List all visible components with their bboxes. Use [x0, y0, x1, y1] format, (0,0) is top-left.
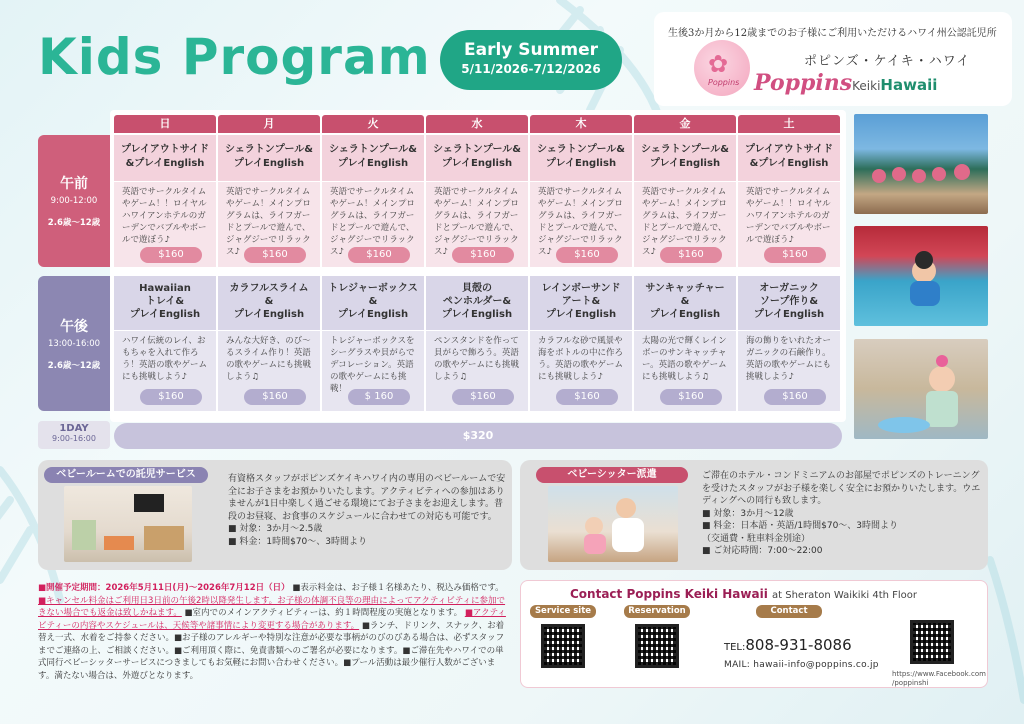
babysitter-tag: ベビーシッター派遣: [536, 467, 688, 483]
morning-time: 9:00-12:00: [50, 196, 98, 206]
facebook-url-line1: https://www.Facebook.com: [892, 670, 986, 678]
activity-description: ハワイ伝統のレイ、おもちゃを入れて作ろう！英語の歌やゲームにも挑戦しよう♪: [122, 336, 208, 382]
logo-wordmark: [754, 70, 937, 96]
babysitter-target: ■ 対象：3か月〜12歳: [702, 508, 794, 519]
activity-price: $160: [764, 247, 826, 263]
facebook-link[interactable]: [892, 670, 986, 688]
page-title: Kids Program: [38, 28, 431, 86]
activity-title: プレイアウトサイド &プレイEnglish: [738, 135, 840, 182]
morning-label-panel: [38, 135, 110, 267]
afternoon-time: 13:00-16:00: [47, 339, 101, 349]
reservation-button[interactable]: Reservation: [624, 605, 690, 618]
day-header: 土: [738, 115, 840, 133]
activity-title: オーガニック ソープ作り& プレイEnglish: [738, 276, 840, 331]
activity-title: シェラトンプール& プレイEnglish: [322, 135, 424, 182]
activity-description: カラフルな砂で風景や海をボトルの中に作ろう。英語の歌やゲームにも挑戦しよう♪: [538, 336, 624, 382]
logo-panel: [654, 12, 1012, 106]
tel-label: TEL:: [724, 642, 746, 653]
day-header: 水: [426, 115, 528, 133]
morning-cell: [738, 135, 840, 267]
afternoon-label: 午後: [60, 319, 88, 335]
afternoon-cell: [738, 276, 840, 411]
day-header: 金: [634, 115, 736, 133]
facebook-qr-icon[interactable]: [910, 620, 954, 664]
oneday-time: 9:00-16:00: [52, 434, 96, 443]
activity-price: $160: [556, 389, 618, 405]
activity-price: $160: [764, 389, 826, 405]
activity-price: $160: [244, 389, 306, 405]
photo-kids-pool-group: [854, 114, 988, 214]
activity-price: $160: [348, 247, 410, 263]
season-dates: 5/11/2026-7/12/2026: [461, 62, 601, 76]
child-crafts-illustration: [854, 339, 988, 439]
notes-price-info: ■表示料金は、お子様１名様あたり、税込み価格です。: [292, 583, 504, 593]
notes-period: ■開催予定期間：2026年5月11日(月)〜2026年7月12日（日）: [38, 583, 290, 593]
activity-title: 貝殻の ペンホルダー& プレイEnglish: [426, 276, 528, 331]
morning-cell: [426, 135, 528, 267]
oneday-title: 1DAY: [59, 423, 89, 434]
activity-price: $160: [452, 247, 514, 263]
activity-price: $160: [140, 247, 202, 263]
contact-location: at Sheraton Waikiki 4th Floor: [772, 590, 918, 601]
activity-title: プレイアウトサイド &プレイEnglish: [114, 135, 216, 182]
activity-price: $160: [140, 389, 202, 405]
activity-price: $160: [556, 247, 618, 263]
activity-description: 海の飾りをいれたオーガニックの石鹸作り。英語の歌やゲームにも挑戦しよう♪: [746, 336, 832, 382]
notes-schedule-change: ■アクティビティーの内容やスケジュールは、天候等や諸事情により変更する場合があります。: [38, 608, 506, 631]
notes-activity-length: ■室内でのメインアクティビティーは、約１時間程度の実施となります。: [184, 608, 463, 618]
activity-price: $160: [660, 247, 722, 263]
oneday-label: [38, 421, 110, 449]
afternoon-cell: [114, 276, 216, 411]
activity-title: レインボーサンド アート& プレイEnglish: [530, 276, 632, 331]
day-header: 月: [218, 115, 320, 133]
babyroom-target: ■ 対象：3か月〜2.5歳: [228, 524, 323, 534]
babysitter-fee-note: （交通費・駐車料金別途）: [702, 533, 811, 544]
day-header: 日: [114, 115, 216, 133]
activity-description: 英語でサークルタイムやゲーム！！ロイヤルハワイアンホテルのガーデンでバブルやボールで遊ぼう♪: [122, 187, 207, 245]
babysitter-photo: [548, 486, 678, 562]
reservation-qr-icon[interactable]: [635, 624, 679, 668]
activity-title: カラフルスライム & プレイEnglish: [218, 276, 320, 331]
kids-group-illustration: [854, 114, 988, 214]
activity-description: 英語でサークルタイムやゲーム！メインプログラムは、ライフガードとプールで遊んで、ジャグジーでリラックス♪: [538, 187, 623, 257]
afternoon-cell: [322, 276, 424, 411]
photo-child-pool: [854, 226, 988, 326]
afternoon-cell: [426, 276, 528, 411]
contact-tel: [724, 636, 852, 654]
afternoon-label-panel: [38, 276, 110, 411]
activity-description: みんな大好き、のび〜るスライム作り！英語の歌やゲームにも挑戦しよう♫: [226, 336, 312, 382]
morning-cell: [322, 135, 424, 267]
logo-tagline: 生後3か月から12歳までのお子様にご利用いただけるハワイ州公認託児所: [668, 28, 997, 39]
tel-number: 808-931-8086: [745, 636, 852, 654]
afternoon-cell: [218, 276, 320, 411]
babyroom-illustration: [64, 486, 192, 562]
child-swimming-illustration: [854, 226, 988, 326]
logo-brand-keiki: Keiki: [852, 79, 881, 93]
babysitter-fee: ■ 料金：日本語・英語/1時間$70〜、3時間より: [702, 521, 899, 531]
activity-description: 太陽の光で輝くレインボーのサンキャッチャー。英語の歌やゲームにも挑戦しよう♫: [642, 336, 727, 382]
babyroom-desc: 有資格スタッフがポピンズケイキハワイ内の専用のベビールームで安全にお子さまをお預かりいたします。アクティビティへの参加はありませんが1日中楽しく過ごせる環境にてお子さまをお迎えします。普段のお昼寝、お食事のスケジュールに合わせての対応も可能です。: [228, 474, 506, 522]
activity-title: シェラトンプール& プレイEnglish: [530, 135, 632, 182]
season-badge: [440, 30, 622, 90]
morning-cell: [218, 135, 320, 267]
day-header: 木: [530, 115, 632, 133]
morning-label: 午前: [60, 176, 88, 192]
contact-mail: MAIL: hawaii-info@poppins.co.jp: [724, 660, 879, 670]
babysitter-desc: ご滞在のホテル・コンドミニアムのお部屋でポピンズのトレーニングを受けたスタッフがお子様を楽しく安全にお預かりいたします。ウエディングへの同行も致します。: [702, 471, 981, 506]
activity-price: $160: [660, 389, 722, 405]
activity-title: トレジャーボックス & プレイEnglish: [322, 276, 424, 331]
day-header: 火: [322, 115, 424, 133]
activity-title: シェラトンプール& プレイEnglish: [218, 135, 320, 182]
activity-description: 英語でサークルタイムやゲーム！メインプログラムは、ライフガードとプールで遊んで、ジャグジーでリラックス♪: [226, 187, 311, 257]
activity-description: ペンスタンドを作って貝がらで飾ろう。英語の歌やゲームにも挑戦しよう♫: [434, 336, 520, 382]
activity-description: 英語でサークルタイムやゲーム！！ロイヤルハワイアンホテルのガーデンでバブルやボールで遊ぼう♪: [746, 187, 831, 245]
contact-button[interactable]: Contact: [756, 605, 822, 618]
afternoon-age: 2.6歳〜12歳: [47, 361, 101, 371]
babyroom-fee: ■ 料金：1時間$70〜、3時間より: [228, 536, 367, 547]
contact-title-text: Contact Poppins Keiki Hawaii: [570, 587, 768, 601]
activity-description: 英語でサークルタイムやゲーム！メインプログラムは、ライフガードとプールで遊んで、ジャグジーでリラックス♪: [330, 187, 415, 257]
logo-brand-hawaii: Hawaii: [880, 76, 938, 94]
morning-age: 2.6歳〜12歳: [47, 218, 101, 228]
activity-description: トレジャーボックスをシーグラスや貝がらでデコレーション。英語の歌やゲームにも挑戦！: [330, 336, 415, 394]
activity-title: サンキャッチャー & プレイEnglish: [634, 276, 736, 331]
babyroom-text: [228, 473, 506, 548]
logo-kana: ポピンズ・ケイキ・ハワイ: [804, 54, 971, 69]
logo-circle-text: Poppins: [708, 78, 740, 87]
activity-title: シェラトンプール& プレイEnglish: [426, 135, 528, 182]
activity-price: $160: [244, 247, 306, 263]
activity-title: シェラトンプール& プレイEnglish: [634, 135, 736, 182]
activity-price: $ 160: [348, 389, 410, 405]
babyroom-tag: ベビールームでの託児サービス: [44, 467, 208, 483]
morning-cell: [114, 135, 216, 267]
babysitter-text: [702, 470, 982, 558]
babyroom-photo: [64, 486, 192, 562]
activity-price: $160: [452, 389, 514, 405]
babysitter-hours: ■ ご対応時間：7:00〜22:00: [702, 546, 823, 556]
contact-title: [570, 587, 917, 601]
facebook-url-line2: /poppinshi: [892, 679, 929, 687]
hibiscus-icon: ✿: [708, 50, 729, 78]
activity-title: Hawaiian トレイ& プレイEnglish: [114, 276, 216, 331]
afternoon-cell: [530, 276, 632, 411]
activity-description: 英語でサークルタイムやゲーム！メインプログラムは、ライフガードとプールで遊んで、ジャグジーでリラックス♪: [434, 187, 519, 257]
logo-emblem: [694, 40, 750, 96]
notes-cancellation: ■キャンセル料金はご利用日3日前の午後2時以降発生します。お子様の体調不良等の理由によってアクティビティに参加できない場合でも返金は致しかねます。: [38, 595, 506, 618]
notes-other: ■ランチ、ドリンク、スナック、お着替え一式、水着をご持参ください。■お子様のアレルギーや特別な注意が必要な事柄がのびのびある場合は、必ずスタッフまでご連絡の上、ご相談ください。■ご利用頂く際に、免責書類へのご署名が必要になります。■ご滞在先やハワイでの単式同行ベビーシッターサービスにつきましてもお気軽にお問い合わせください。■プール活動は最少催行人数がございます。満たない場合は、外遊びとなります。: [38, 620, 505, 681]
activity-description: 英語でサークルタイムやゲーム！メインプログラムは、ライフガードとプールで遊んで、ジャグジーでリラックス♪: [642, 187, 727, 257]
oneday-price: $320: [114, 423, 842, 449]
logo-brand-main: Poppins: [754, 70, 853, 96]
service-site-button[interactable]: Service site: [530, 605, 596, 618]
notes-block: [38, 582, 508, 682]
morning-cell: [530, 135, 632, 267]
photo-child-crafts: [854, 339, 988, 439]
season-name: Early Summer: [464, 40, 598, 60]
babysitter-illustration: [548, 486, 678, 562]
morning-cell: [634, 135, 736, 267]
service-site-qr-icon[interactable]: [541, 624, 585, 668]
afternoon-cell: [634, 276, 736, 411]
